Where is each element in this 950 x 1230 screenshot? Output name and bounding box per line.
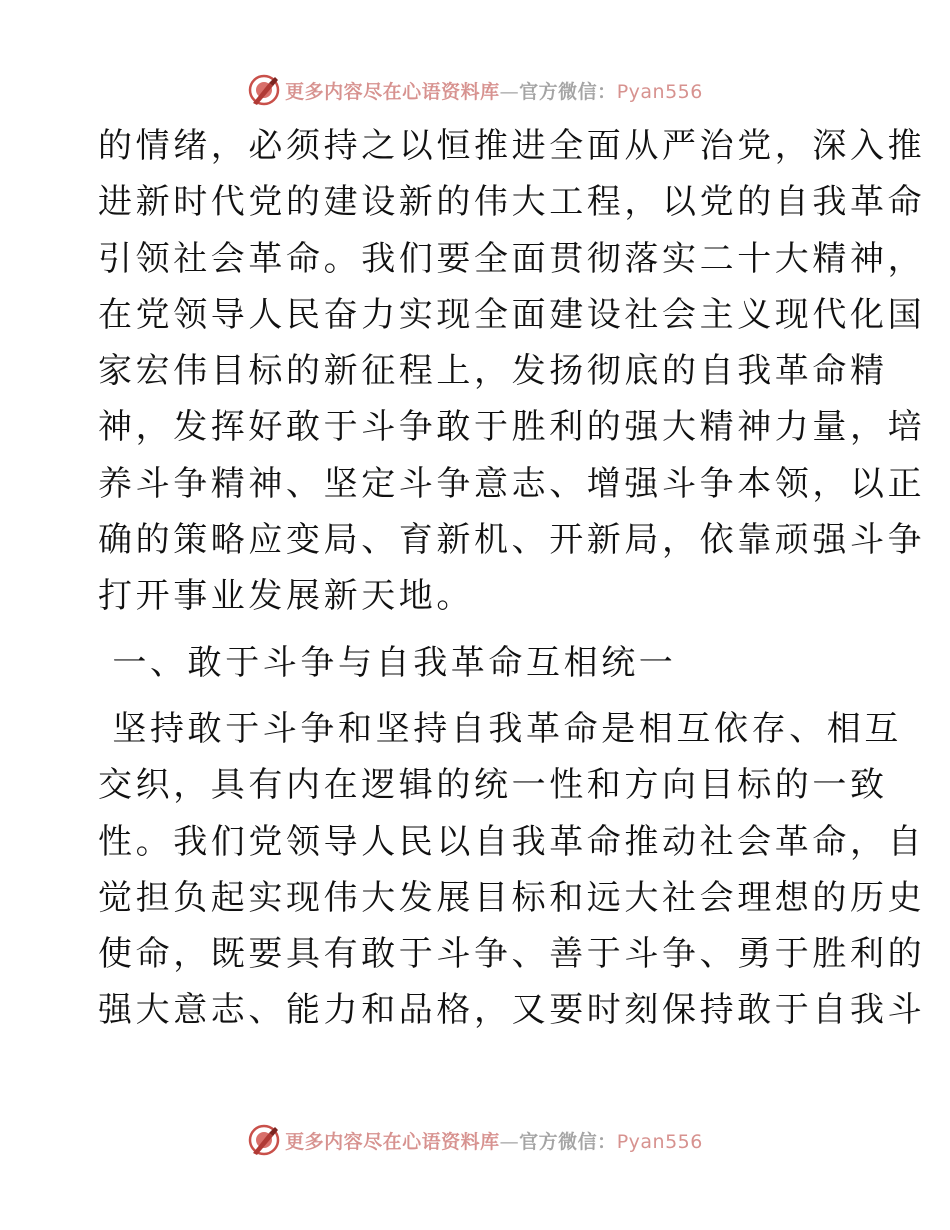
text-line: 觉担负起实现伟大发展目标和远大社会理想的历史	[98, 877, 926, 918]
watermark-main-text: 更多内容尽在心语资料库	[285, 1130, 500, 1153]
text-line: 引领社会革命。我们要全面贯彻落实二十大精神，	[98, 238, 926, 279]
watermark-main-text: 更多内容尽在心语资料库	[285, 80, 500, 103]
header-watermark	[0, 70, 950, 110]
watermark-separator: —	[499, 80, 520, 103]
text-line: 坚持敢于斗争和坚持自我革命是相互依存、相互	[98, 708, 903, 749]
watermark-label: 官方微信：	[519, 80, 617, 103]
text-line: 神，发挥好敢于斗争敢于胜利的强大精神力量，培	[98, 407, 926, 448]
text-line: 强大意志、能力和品格，又要时刻保持敢于自我斗	[98, 990, 926, 1031]
text-line: 确的策略应变局、育新机、开新局，依靠顽强斗争	[98, 520, 926, 561]
watermark-wechat-id: Pyan556	[616, 80, 703, 103]
pen-logo-icon	[247, 73, 281, 107]
text-line: 在党领导人民奋力实现全面建设社会主义现代化国	[98, 294, 926, 335]
document-body	[98, 118, 926, 1039]
footer-watermark	[0, 1120, 950, 1160]
paragraph	[98, 118, 926, 625]
text-line: 打开事业发展新天地。	[98, 576, 474, 617]
text-line: 使命，既要具有敢于斗争、善于斗争、勇于胜利的	[98, 934, 926, 975]
heading-line: 一、敢于斗争与自我革命互相统一	[98, 642, 677, 683]
text-line: 家宏伟目标的新征程上，发扬彻底的自我革命精	[98, 351, 888, 392]
paragraph	[98, 701, 926, 1039]
text-line: 交织，具有内在逻辑的统一性和方向目标的一致	[98, 765, 888, 806]
watermark-wechat-id: Pyan556	[616, 1130, 703, 1153]
text-line: 养斗争精神、坚定斗争意志、增强斗争本领，以正	[98, 463, 926, 504]
text-line: 性。我们党领导人民以自我革命推动社会革命，自	[98, 821, 926, 862]
text-line: 的情绪，必须持之以恒推进全面从严治党，深入推	[98, 126, 926, 166]
watermark-separator: —	[499, 1130, 520, 1153]
section-heading	[98, 635, 858, 691]
watermark-label: 官方微信：	[519, 1130, 617, 1153]
text-line: 进新时代党的建设新的伟大工程，以党的自我革命	[98, 182, 926, 223]
pen-logo-icon	[247, 1123, 281, 1157]
